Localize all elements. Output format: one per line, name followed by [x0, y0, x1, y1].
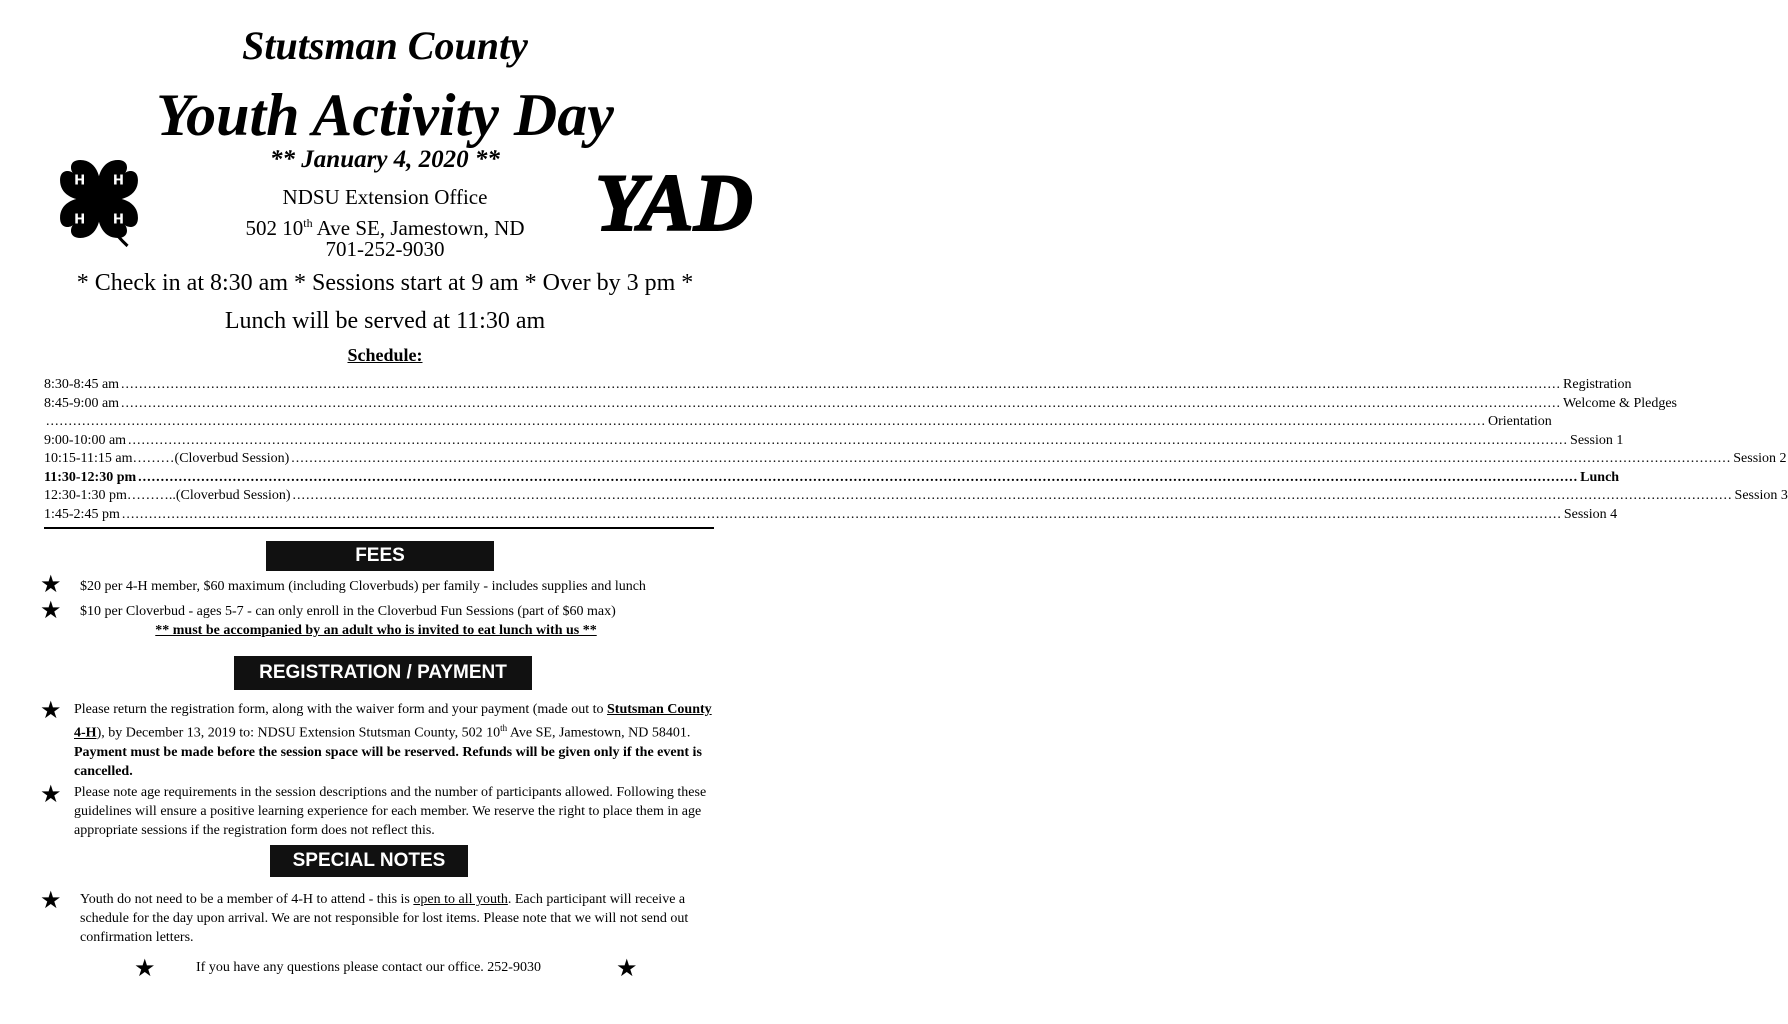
county-title: Stutsman County	[242, 23, 528, 68]
star-icon: ★	[40, 696, 62, 724]
event-title: Youth Activity Day	[156, 82, 614, 148]
registration-heading: REGISTRATION / PAYMENT	[234, 656, 532, 690]
special-notes-heading: SPECIAL NOTES	[270, 845, 468, 877]
star-icon: ★	[134, 954, 156, 982]
star-icon: ★	[40, 886, 62, 914]
svg-text:H: H	[112, 212, 124, 228]
schedule-row: 10:15-11:15 am………(Cloverbud Session) ..... Session 2	[44, 450, 714, 469]
special-notes-text: Youth do not need to be a member of 4-H to attend - this is open to all youth. Each participant will receive a schedule for the day upon arrival. We are not responsible for lost items. Please note that we will not send out confirmation letters.	[80, 892, 689, 945]
schedule-row: 11:30-12:30 pm ..... Lunch	[44, 469, 714, 488]
registration-age-note: Please note age requirements in the session descriptions and the number of participants allowed. Following these guidelines will ensure a positive learning experience for each member. We reserve the right to place them in age appropriate sessions if the registration form does not reflect this.	[74, 785, 707, 838]
office-address: 502 10th Ave SE, Jamestown, ND	[245, 216, 525, 240]
svg-text:H: H	[74, 212, 86, 228]
event-times: * Check in at 8:30 am * Sessions start at 9 am * Over by 3 pm *	[76, 270, 694, 296]
svg-text:H: H	[112, 173, 124, 189]
contact-line: If you have any questions please contact our office. 252-9030	[196, 960, 541, 975]
event-date: ** January 4, 2020 **	[270, 146, 500, 173]
star-icon: ★	[40, 780, 62, 808]
schedule-title: Schedule:	[347, 345, 423, 365]
fee-member: $20 per 4-H member, $60 maximum (including Cloverbuds) per family - includes supplies and lunch	[80, 579, 646, 594]
star-icon: ★	[40, 596, 62, 624]
yad-logo	[595, 138, 753, 258]
lunch-time: Lunch will be served at 11:30 am	[224, 308, 546, 334]
star-icon: ★	[40, 570, 62, 598]
schedule-row: ..... Orientation	[44, 413, 714, 432]
schedule-row: 12:30-1:30 pm………..(Cloverbud Session) ..... Session 3	[44, 487, 714, 506]
svg-text:YAD: YAD	[595, 157, 753, 248]
four-h-clover-logo	[48, 148, 150, 250]
svg-text:H: H	[74, 173, 86, 189]
star-icon: ★	[616, 954, 638, 982]
fees-heading: FEES	[266, 541, 494, 571]
fee-note: ** must be accompanied by an adult who is invited to eat lunch with us **	[155, 623, 597, 638]
schedule-row: 8:30-8:45 am ..... Registration	[44, 376, 714, 395]
office-phone: 701-252-9030	[325, 237, 445, 261]
divider-rule	[44, 527, 714, 529]
schedule-row: 1:45-2:45 pm ..... Session 4	[44, 506, 714, 525]
office-name: NDSU Extension Office	[282, 185, 488, 209]
fee-cloverbud: $10 per Cloverbud - ages 5-7 - can only enroll in the Cloverbud Fun Sessions (part of $60 max)	[80, 604, 616, 619]
schedule-row: 9:00-10:00 am ..... Session 1	[44, 432, 714, 451]
schedule-list	[44, 376, 1788, 524]
schedule-row: 8:45-9:00 am ..... Welcome & Pledges	[44, 395, 714, 414]
registration-instructions: Please return the registration form, along with the waiver form and your payment (made out to Stutsman County 4-H), by December 13, 2019 to: NDSU Extension Stutsman County, 502 10th Ave SE, Jamestown, ND 58401. Payment must be made before the session space will be reserved. Refunds will be given only if the event is cancelled.	[74, 702, 712, 779]
